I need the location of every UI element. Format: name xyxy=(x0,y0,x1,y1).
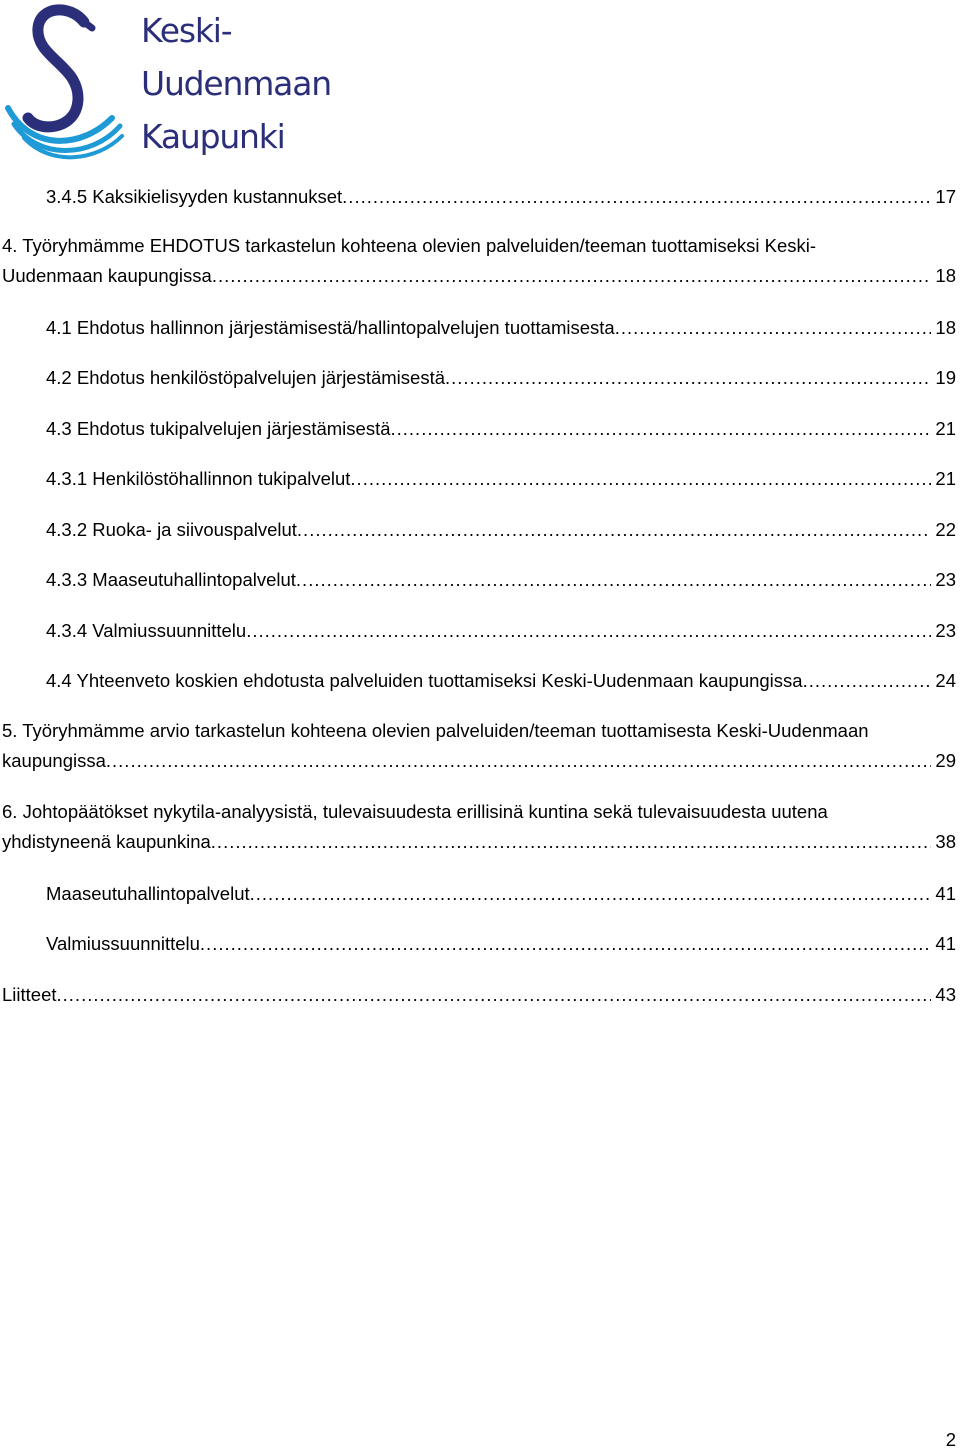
toc-entry[interactable] xyxy=(46,464,956,494)
toc-leader-dots xyxy=(200,929,932,959)
page-number: 2 xyxy=(945,1429,956,1450)
toc-entry-page: 38 xyxy=(935,831,956,852)
toc-leader-dots xyxy=(106,746,932,776)
toc-entry-title-line1: 5. Työryhmämme arvio tarkastelun kohteena olevien palveluiden/teeman tuottamisesta Keski-Uudenmaan xyxy=(2,720,869,741)
toc-leader-dots xyxy=(211,827,932,857)
toc-leader-dots xyxy=(57,980,932,1010)
toc-entry-title: kaupungissa xyxy=(2,750,106,771)
toc-leader-dots xyxy=(445,363,931,393)
toc-entry[interactable] xyxy=(46,565,956,595)
toc-entry-title: 4.1 Ehdotus hallinnon järjestämisestä/hallintopalvelujen tuottamisesta xyxy=(46,317,615,338)
toc-leader-dots xyxy=(296,565,932,595)
toc-entry[interactable] xyxy=(46,666,956,696)
toc-entry[interactable] xyxy=(46,313,956,343)
toc-entry-page: 29 xyxy=(935,750,956,771)
toc-leader-dots xyxy=(391,414,932,444)
toc-leader-dots xyxy=(212,261,932,291)
toc-entry-title: Uudenmaan kaupungissa xyxy=(2,265,212,286)
toc-entry-title-line1: 6. Johtopäätökset nykytila-analyysistä, tulevaisuudesta erillisinä kuntina sekä tulevaisuudesta uutena xyxy=(2,801,828,822)
toc-entry[interactable] xyxy=(46,182,956,212)
toc-entry-title: 3.4.5 Kaksikielisyyden kustannukset xyxy=(46,186,343,207)
city-logo xyxy=(0,0,330,160)
toc-leader-dots xyxy=(342,182,931,212)
toc-entry[interactable] xyxy=(46,929,956,959)
logo-line-3: Kaupunki xyxy=(141,117,285,156)
toc-entry[interactable] xyxy=(2,797,956,857)
toc-entry-page: 17 xyxy=(935,186,956,207)
toc-leader-dots xyxy=(615,313,932,343)
toc-entry-title: 4.3 Ehdotus tukipalvelujen järjestämisestä xyxy=(46,418,391,439)
toc-entry-page: 24 xyxy=(935,670,956,691)
toc-entry[interactable] xyxy=(46,414,956,444)
toc-entry[interactable] xyxy=(2,716,956,776)
toc-entry-title: Valmiussuunnittelu xyxy=(46,933,200,954)
swan-logo-icon xyxy=(0,0,140,160)
toc-leader-dots xyxy=(246,616,931,646)
toc-leader-dots xyxy=(803,666,932,696)
toc-leader-dots xyxy=(250,879,932,909)
toc-entry[interactable] xyxy=(46,616,956,646)
toc-entry-title: 4.3.2 Ruoka- ja siivouspalvelut xyxy=(46,519,297,540)
toc-entry-page: 22 xyxy=(935,519,956,540)
toc-entry-title: Maaseutuhallintopalvelut xyxy=(46,883,250,904)
toc-entry[interactable] xyxy=(46,879,956,909)
logo-line-1: Keski- xyxy=(141,11,232,50)
toc-entry[interactable] xyxy=(46,363,956,393)
toc-entry-page: 43 xyxy=(935,984,956,1005)
toc-entry-title: 4.3.1 Henkilöstöhallinnon tukipalvelut xyxy=(46,468,351,489)
toc-entry-page: 18 xyxy=(935,317,956,338)
toc-entry-title: yhdistyneenä kaupunkina xyxy=(2,831,211,852)
toc-entry-page: 23 xyxy=(935,620,956,641)
toc-entry-page: 19 xyxy=(935,367,956,388)
toc-entry-page: 23 xyxy=(935,569,956,590)
toc-entry-page: 41 xyxy=(935,933,956,954)
toc-entry-title: 4.3.3 Maaseutuhallintopalvelut xyxy=(46,569,296,590)
logo-wordmark xyxy=(141,4,331,163)
toc-leader-dots xyxy=(297,515,932,545)
toc-entry[interactable] xyxy=(2,980,956,1010)
toc-entry-page: 41 xyxy=(935,883,956,904)
toc-entry[interactable] xyxy=(46,515,956,545)
toc-leader-dots xyxy=(350,464,931,494)
logo-line-2: Uudenmaan xyxy=(141,64,331,103)
toc-entry-title: 4.2 Ehdotus henkilöstöpalvelujen järjestämisestä xyxy=(46,367,446,388)
toc-entry-title: Liitteet xyxy=(2,984,57,1005)
toc-entry-page: 18 xyxy=(935,265,956,286)
toc-entry-page: 21 xyxy=(935,468,956,489)
toc-entry[interactable] xyxy=(2,231,956,291)
toc-entry-title: 4.3.4 Valmiussuunnittelu xyxy=(46,620,247,641)
toc-entry-page: 21 xyxy=(935,418,956,439)
toc-entry-title-line1: 4. Työryhmämme EHDOTUS tarkastelun kohteena olevien palveluiden/teeman tuottamiseksi Keski- xyxy=(2,235,817,256)
toc-entry-title: 4.4 Yhteenveto koskien ehdotusta palveluiden tuottamiseksi Keski-Uudenmaan kaupungissa xyxy=(46,670,803,691)
